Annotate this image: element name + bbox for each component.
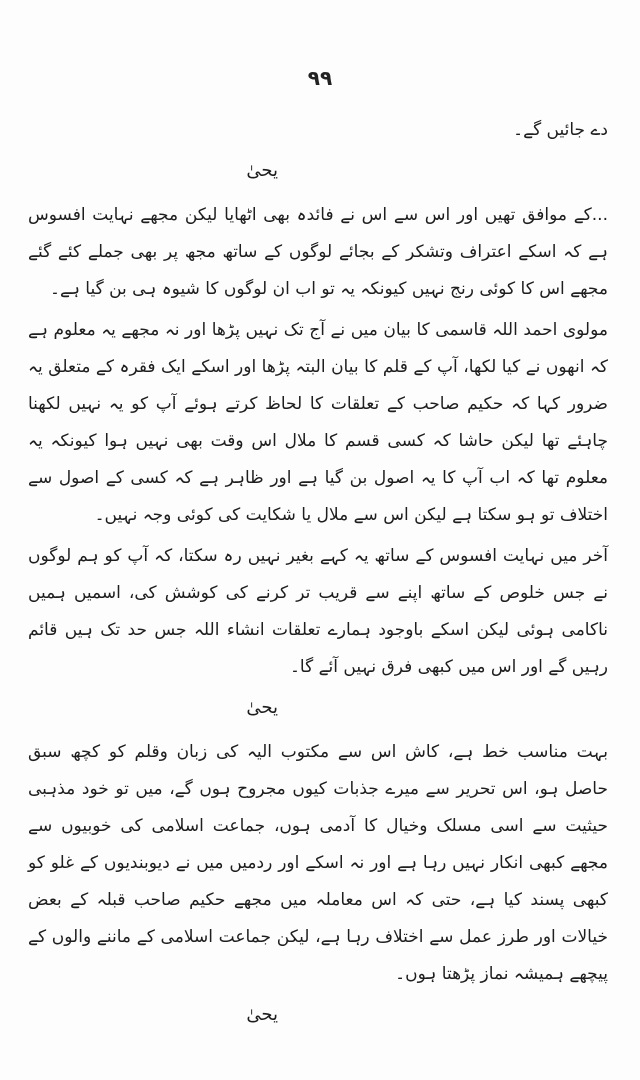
paragraph-1: ...کے موافق تھیں اور اس سے اس نے فائدہ بھی اٹھایا لیکن مجھے نہایت افسوس ہے کہ اسکے اعتراف وتشکر کے بجائے لوگوں کے ساتھ مجھ پر بھی جملے کئے گئے مجھے اس کا کوئی رنج نہیں کیونکہ یہ تو اب ان لوگوں کا شیوہ ہی بن گیا ہے۔	[28, 205, 608, 299]
paragraph-2: مولوی احمد اللہ قاسمی کا بیان میں نے آج تک نہیں پڑھا اور نہ مجھے یہ معلوم ہے کہ انھوں نے کیا لکھا، آپ کے قلم کا بیان البتہ پڑھا اور اسکے ایک فقرہ کے متعلق یہ ضرور کہا کہ حکیم صاحب کے تعلقات کا لحاظ کرتے ہوئے آپ کو یہ نہیں لکھنا چاہئے تھا لیکن حاشا کہ کسی قسم کا ملال اس وقت بھی نہیں ہوا کیونکہ یہ معلوم تھا کہ اب آپ کا یہ اصول بن گیا ہے اور ظاہر ہے کہ کسی کے اصول سے اختلاف تو ہو سکتا ہے لیکن اس سے ملال یا شکایت کی کوئی وجہ نہیں۔	[28, 320, 608, 525]
letter-body	[28, 112, 608, 1037]
page-number: ۹۹	[307, 66, 333, 90]
signature-top: یحیٰ	[246, 160, 278, 181]
intro-line: دے جائیں گے۔	[513, 120, 608, 140]
paragraph-4: بہت مناسب خط ہے، کاش اس سے مکتوب الیہ کی زبان وقلم کو کچھ سبق حاصل ہو، اس تحریر سے میرے جذبات کیوں مجروح ہوں گے، میں تو خود مذہبی حیثیت سے اسی مسلک وخیال کا آدمی ہوں، جماعت اسلامی کی خوبیوں سے مجھے کبھی انکار نہیں رہا ہے اور نہ اسکے اور ردمیں میں نے دیوبندیوں کے غلو کو کبھی پسند کیا ہے، حتی کہ اس معاملہ میں مجھے حکیم صاحب قبلہ کے بعض خیالات اور طرز عمل سے اختلاف رہا ہے، لیکن جماعت اسلامی کے ماننے والوں کے پیچھے ہمیشہ نماز پڑھتا ہوں۔	[28, 742, 608, 984]
signature-middle: یحیٰ	[246, 697, 278, 718]
signature-bottom: یحیٰ	[246, 1004, 278, 1025]
paragraph-3: آخر میں نہایت افسوس کے ساتھ یہ کہے بغیر نہیں رہ سکتا، کہ آپ کو ہم لوگوں نے جس خلوص کے ساتھ اپنے سے قریب تر کرنے کی کوشش کی، اسمیں ہمیں ناکامی ہوئی لیکن اسکے باوجود ہمارے تعلقات انشاء اللہ جس حد تک ہیں قائم رہیں گے اور اس میں کبھی فرق نہیں آئے گا۔	[28, 546, 608, 677]
